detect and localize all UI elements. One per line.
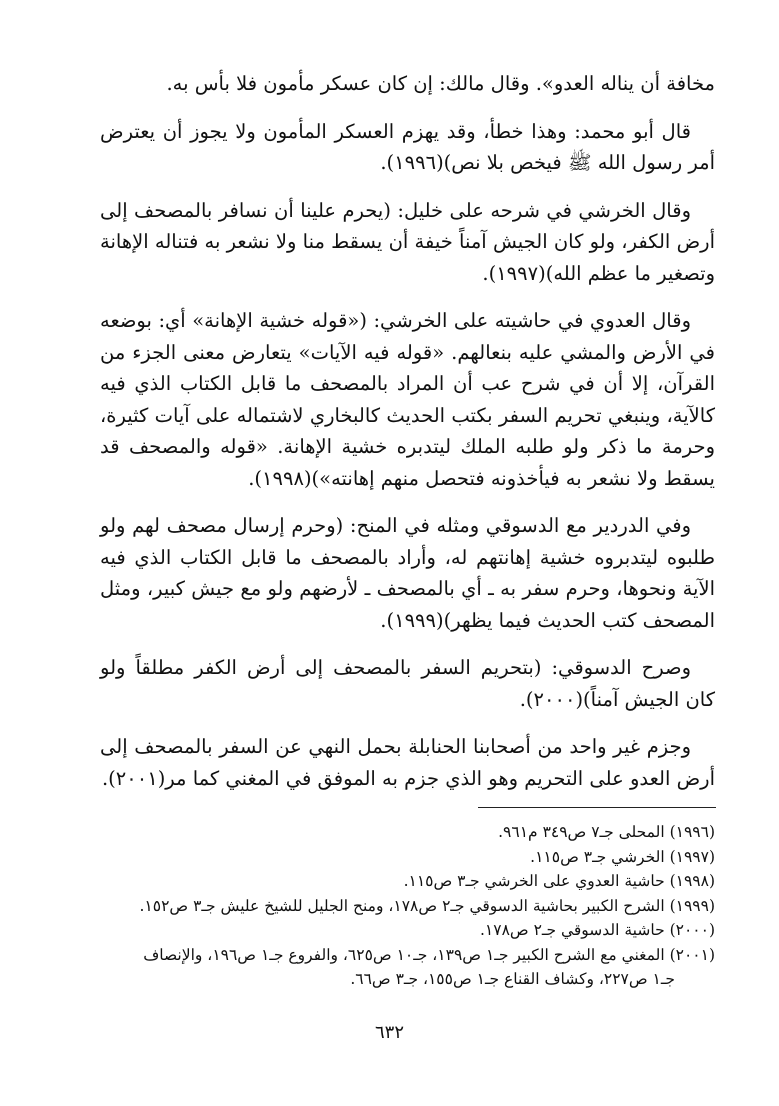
footnote [100,943,715,992]
paragraph: وصرح الدسوقي: (بتحريم السفر بالمصحف إلى أرض الكفر مطلقاً ولو كان الجيش آمناً)(٢٠٠٠). [100,656,715,711]
footnote-line: (٢٠٠١) المغني مع الشرح الكبير جـ١ ص١٣٩، جـ١٠ ص٦٢٥، والفروع جـ١ ص١٩٦، والإنصاف [143,945,715,964]
footnote: (٢٠٠٠) حاشية الدسوقي جـ٢ ص١٧٨. [479,921,715,939]
paragraph: مخافة أن يناله العدو». وقال مالك: إن كان عسكر مأمون فلا بأس به. [166,72,715,95]
paragraph: وقال الخرشي في شرحه على خليل: (يحرم علينا أن نسافر بالمصحف إلى أرض الكفر، ولو كان الجيش آمناً خيفة أن يسقط منا ولا نشعر به فتناله الإهانة وتصغير ما عظم الله)(١٩٩٧). [100,198,715,285]
paragraph: قال أبو محمد: وهذا خطأ، وقد يهزم العسكر المأمون ولا يجوز أن يعترض أمر رسول الله ﷺ فيخص بلا نص)(١٩٩٦). [100,119,715,174]
footnote: (١٩٩٩) الشرح الكبير بحاشية الدسوقي جـ٢ ص١٧٨، ومنح الجليل للشيخ عليش جـ٣ ص١٥٢. [139,896,715,915]
main-text [100,68,715,810]
paragraph: وفي الدردير مع الدسوقي ومثله في المنح: (وحرم إرسال مصحف لهم ولو طلبوه ليتدبروه خشية إهانتهم له، وأراد بالمصحف ما قابل الكتاب الذي فيه الآية ونحوها، وحرم سفر به ـ أي بالمصحف ـ لأرضهم ولو مع جيش كبير، ومثل المصحف كتب الحديث فيما يظهر)(١٩٩٩). [100,514,715,632]
footnote-separator [478,807,716,808]
paragraph: وجزم غير واحد من أصحابنا الحنابلة بحمل النهي عن السفر بالمصحف إلى أرض العدو على التحريم وهو الذي جزم به الموفق في المغني كما مر(٢٠٠١). [100,735,715,790]
footnote-continuation: جـ١ ص٢٢٧، وكشاف القناع جـ١ ص١٥٥، جـ٣ ص٦٦. [350,970,675,988]
footnote: (١٩٩٨) حاشية العدوي على الخرشي جـ٣ ص١١٥. [403,872,715,890]
footnote: (١٩٩٦) المحلى جـ٧ ص٣٤٩ م٩٦١. [498,823,715,841]
paragraph: وقال العدوي في حاشيته على الخرشي: («قوله خشية الإهانة» أي: بوضعه في الأرض والمشي عليه بنعالهم. «قوله فيه الآيات» يتعارض معنى الجزء من القرآن، إلا أن في شرح عب أن المراد بالمصحف ما قابل الكتاب الذي فيه كالآية، وينبغي تحريم السفر بكتب الحديث كالبخاري لاشتماله على آيات كثيرة، وحرمة ما ذكر ولو طلبه الملك ليتدبره خشية الإهانة. «قوله والمصحف قد يسقط ولا نشعر به فيأخذونه فتحصل منهم إهانته»)(١٩٩٨). [100,309,715,490]
footnote: (١٩٩٧) الخرشي جـ٣ ص١١٥. [530,847,715,866]
page-number: ٦٣٢ [374,1022,404,1043]
footnotes [100,820,715,992]
